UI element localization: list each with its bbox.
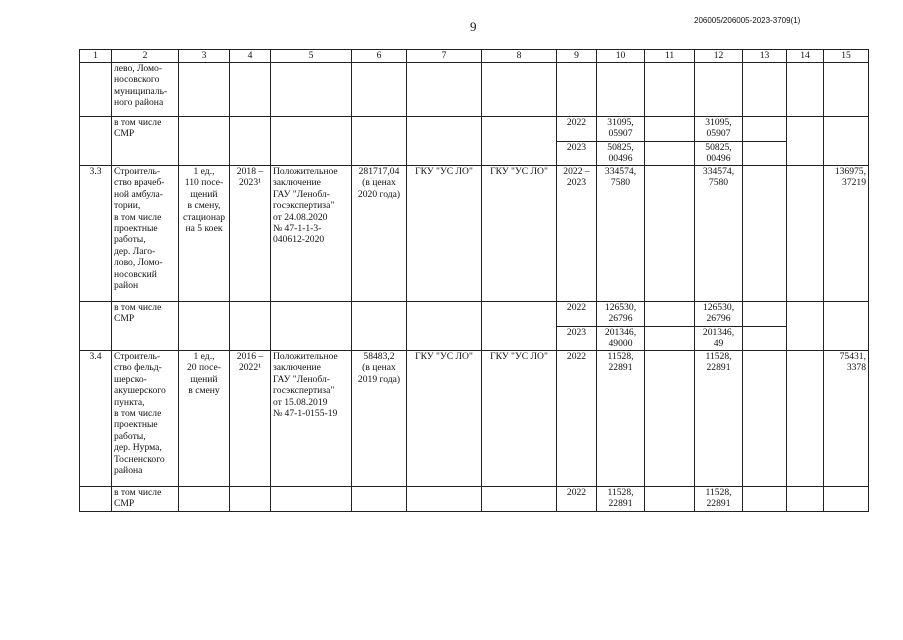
object-name-cell: Строитель- ство фельд- шерско- акушерского пункта, в том числе проектные работы, дер. Нурма, Тосненского района [112,351,179,487]
cell [179,487,230,512]
cell [482,63,557,117]
cell [787,302,824,351]
col-header: 7 [407,50,482,63]
cell [352,487,407,512]
cell [482,487,557,512]
cell [645,302,695,327]
cell [743,63,787,117]
col-header: 13 [743,50,787,63]
amount-cell: 126530, 26796 [695,302,743,327]
cell [230,302,271,351]
amount-cell: 334574, 7580 [597,166,645,302]
customer-cell: ГКУ "УС ЛО" [407,351,482,487]
cell [743,142,787,166]
amount-cell: 11528, 22891 [695,351,743,487]
cell [179,302,230,351]
cell [645,142,695,166]
amount-cell: 334574, 7580 [695,166,743,302]
cell [271,302,352,351]
table-row [80,117,869,142]
cell [743,117,787,142]
cell [743,351,787,487]
cell [230,487,271,512]
cell [557,63,597,117]
cell [787,351,824,487]
cell [743,327,787,351]
object-name-cell: лево, Ломо- носовского муниципаль- ного района [112,63,179,117]
cell [352,117,407,166]
item-number-cell: 3.3 [80,166,112,302]
cell [352,302,407,351]
col-header: 9 [557,50,597,63]
col-header: 14 [787,50,824,63]
cell [352,63,407,117]
cell [407,63,482,117]
cell [482,117,557,166]
cell [645,487,695,512]
amount-cell: 31095, 05907 [597,117,645,142]
cell [230,117,271,166]
cell [645,63,695,117]
item-number-cell: 3.4 [80,351,112,487]
amount-cell: 50825, 00496 [695,142,743,166]
capacity-cell: 1 ед., 20 посе- щений в смену [179,351,230,487]
period-cell: 2016 – 2022¹ [230,351,271,487]
table-row [80,302,869,327]
cell [824,117,869,166]
col-header: 10 [597,50,645,63]
cell [787,63,824,117]
smr-label-cell: в том числе СМР [112,117,179,166]
amount-cell: 11528, 22891 [597,487,645,512]
cell [824,487,869,512]
cell [787,117,824,166]
expertise-cell: Положительное заключение ГАУ "Ленобл- госэкспертиза" от 15.08.2019 № 47-1-0155-19 [271,351,352,487]
cell [271,63,352,117]
developer-cell: ГКУ "УС ЛО" [482,166,557,302]
cell [80,302,112,351]
cell [80,63,112,117]
cell [407,117,482,166]
cell [743,487,787,512]
col-header: 15 [824,50,869,63]
amount-cell: 201346, 49 [695,327,743,351]
budget-table [79,49,869,512]
cell [407,302,482,351]
col-header: 3 [179,50,230,63]
cell [271,487,352,512]
customer-cell: ГКУ "УС ЛО" [407,166,482,302]
capacity-cell: 1 ед., 110 посе- щений в смену, стационар на 5 коек [179,166,230,302]
document-id: 206005/206005-2023-3709(1) [694,16,801,25]
remaining-cell: 75431, 3378 [824,351,869,487]
col-header: 4 [230,50,271,63]
amount-cell: 126530, 26796 [597,302,645,327]
amount-cell: 11528, 22891 [695,487,743,512]
col-header: 2 [112,50,179,63]
cell [645,351,695,487]
cell [80,117,112,166]
table-row [80,166,869,302]
cell [482,302,557,351]
cell [645,166,695,302]
cell [645,117,695,142]
amount-cell: 11528, 22891 [597,351,645,487]
year-cell: 2023 [557,142,597,166]
cell [787,166,824,302]
cell [743,302,787,327]
col-header: 5 [271,50,352,63]
page-number: 9 [470,19,477,34]
cell [230,63,271,117]
object-name-cell: Строитель- ство врачеб- ной амбула- тории, в том числе проектные работы, дер. Лаго- лово, Ломо- носовский район [112,166,179,302]
amount-cell: 50825, 00496 [597,142,645,166]
smr-label-cell: в том числе СМР [112,302,179,351]
col-header: 1 [80,50,112,63]
cell [743,166,787,302]
amount-cell: 31095, 05907 [695,117,743,142]
col-header: 11 [645,50,695,63]
expertise-cell: Положительное заключение ГАУ "Ленобл- госэкспертиза" от 24.08.2020 № 47-1-1-3- 040612-2020 [271,166,352,302]
year-cell: 2022 – 2023 [557,166,597,302]
year-cell: 2022 [557,351,597,487]
amount-cell: 201346, 49000 [597,327,645,351]
cell [645,327,695,351]
cell [407,487,482,512]
cell [597,63,645,117]
cell [787,487,824,512]
estimate-cell: 58483,2 (в ценах 2019 года) [352,351,407,487]
cell [80,487,112,512]
cell [824,63,869,117]
col-header: 8 [482,50,557,63]
year-cell: 2022 [557,302,597,327]
table-row [80,63,869,117]
estimate-cell: 281717,04 (в ценах 2020 года) [352,166,407,302]
cell [695,63,743,117]
period-cell: 2018 – 2023¹ [230,166,271,302]
cell [179,117,230,166]
smr-label-cell: в том числе СМР [112,487,179,512]
column-number-row [80,50,869,63]
table-row [80,351,869,487]
col-header: 12 [695,50,743,63]
year-cell: 2023 [557,327,597,351]
cell [824,302,869,351]
table-row [80,487,869,512]
year-cell: 2022 [557,117,597,142]
developer-cell: ГКУ "УС ЛО" [482,351,557,487]
cell [271,117,352,166]
col-header: 6 [352,50,407,63]
remaining-cell: 136975, 37219 [824,166,869,302]
cell [179,63,230,117]
year-cell: 2022 [557,487,597,512]
